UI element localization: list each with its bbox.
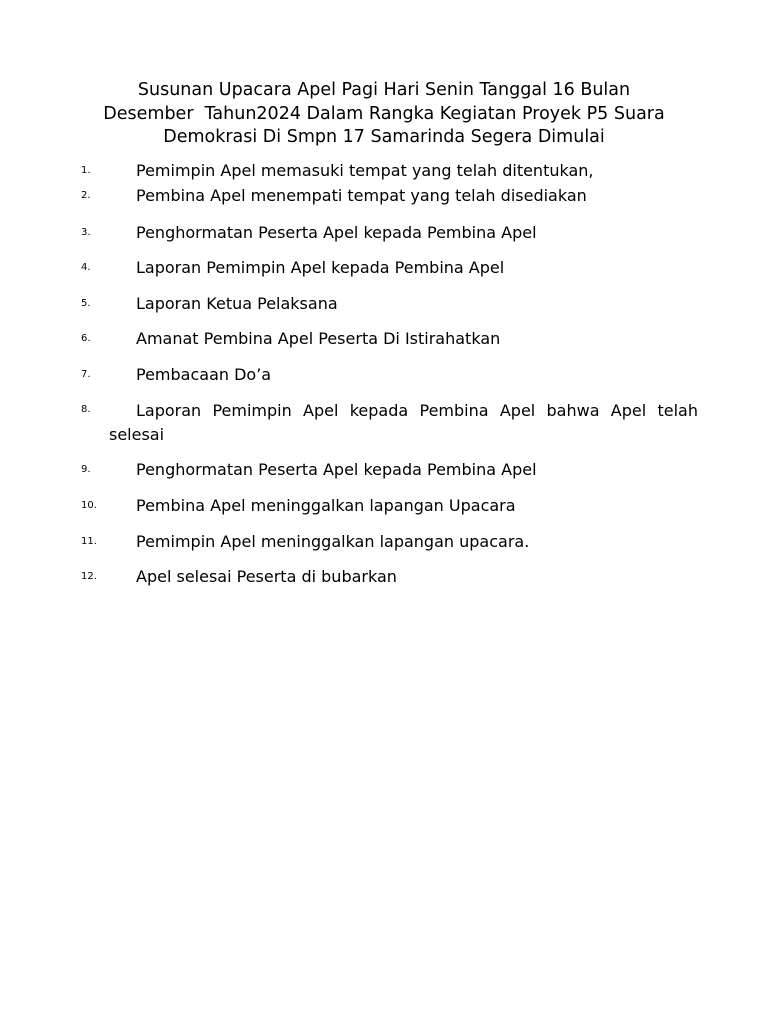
title-line-3: Demokrasi Di Smpn 17 Samarinda Segera Dimulai: [163, 127, 605, 147]
item-text: Penghormatan Peserta Apel kepada Pembina Apel: [136, 223, 537, 242]
item-text: Pemimpin Apel meninggalkan lapangan upacara.: [136, 532, 530, 551]
title-line-1: Susunan Upacara Apel Pagi Hari Senin Tanggal 16 Bulan: [137, 80, 631, 100]
item-number: 4.: [81, 262, 91, 273]
item-text: Laporan Ketua Pelaksana: [136, 294, 338, 313]
item-number: 3.: [81, 227, 91, 238]
item-text: Pemimpin Apel memasuki tempat yang telah ditentukan,: [136, 161, 594, 180]
item-text: Penghormatan Peserta Apel kepada Pembina Apel: [136, 460, 537, 479]
item-text: Pembacaan Do’a: [136, 365, 272, 384]
item-number: 7.: [81, 369, 91, 380]
item-text: Pembina Apel menempati tempat yang telah disediakan: [136, 186, 587, 205]
item-text: Laporan Pemimpin Apel kepada Pembina Apel: [136, 258, 505, 277]
item-number: 10.: [81, 500, 97, 511]
item-number: 11.: [81, 536, 97, 547]
item-text: Laporan Pemimpin Apel kepada Pembina Apel bahwa Apel telah selesai: [109, 401, 698, 444]
item-number: 5.: [81, 298, 91, 309]
item-number: 6.: [81, 333, 91, 344]
item-number: 12.: [81, 571, 97, 582]
item-text: Pembina Apel meninggalkan lapangan Upacara: [136, 496, 516, 515]
item-number: 1.: [81, 165, 91, 176]
document-title: [80, 79, 688, 150]
item-text: Amanat Pembina Apel Peserta Di Istirahatkan: [136, 329, 501, 348]
item-text: Apel selesai Peserta di bubarkan: [136, 567, 397, 586]
item-number: 8.: [81, 404, 91, 415]
item-number: 2.: [81, 190, 91, 201]
title-line-2: Desember Tahun2024 Dalam Rangka Kegiatan Proyek P5 Suara: [103, 103, 665, 124]
item-number: 9.: [81, 464, 91, 475]
